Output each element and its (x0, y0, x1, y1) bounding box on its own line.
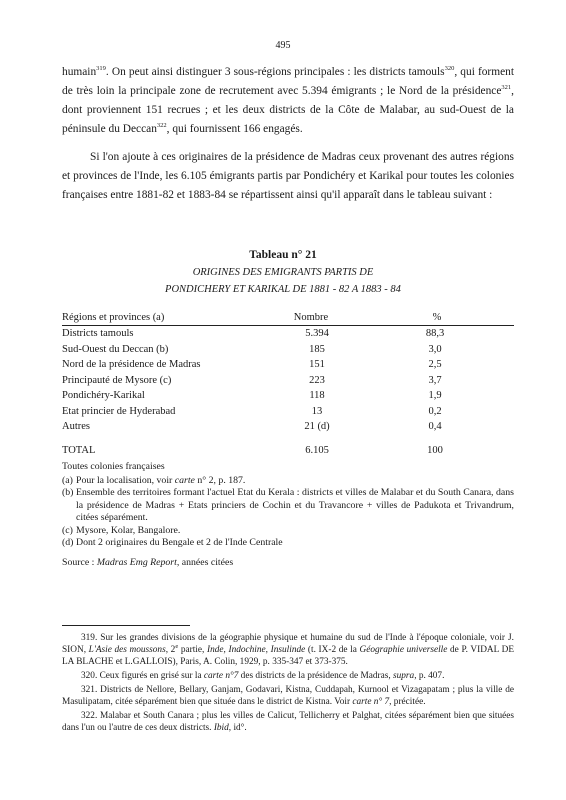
cell-count: 151 (309, 359, 325, 370)
source-label: Source : (62, 557, 97, 568)
cell-region: Pondichéry-Karikal (62, 390, 145, 401)
cell-percent: 3,7 (428, 374, 442, 386)
cell-total-percent: 100 (427, 444, 443, 456)
table-spacer (62, 435, 514, 443)
cell-count: 118 (309, 390, 325, 401)
footnote-italic: Géographie universelle (359, 645, 448, 656)
table-row (62, 373, 514, 389)
cell-region: Districts tamouls (62, 328, 134, 339)
table-total-row (62, 443, 514, 459)
table-row (62, 342, 514, 358)
cell-count: 5.394 (305, 328, 329, 339)
cell-percent: 0,4 (428, 421, 442, 432)
source-title: Madras Emg Report (96, 557, 177, 568)
footnote-text: , précitée. (389, 697, 426, 708)
table-header-row (62, 311, 514, 326)
footnote-ref[interactable]: 319 (96, 65, 106, 73)
table-row (62, 419, 514, 435)
cell-count: 21 (d) (304, 421, 330, 432)
origins-table (62, 311, 514, 458)
footnote-text: 321. Districts de Nellore, Bellary, Ganjam, Godavari, Kistna, Cuddapah, Kurnool et Vizagapatam ; plus la ville de Masulipatam, citée séparément bien que située dans le district de Kistna. Voir (62, 684, 514, 708)
footnotes (62, 632, 514, 736)
footnote-ref[interactable]: 320 (444, 65, 455, 73)
table-note (62, 475, 514, 487)
text-segment: , qui forment de très loin la principale zone de recrutement avec 5.394 émigrants ; le Nord de la présidence (62, 66, 515, 97)
cell-percent: 3,0 (428, 343, 442, 355)
cell-region: Principauté de Mysore (c) (62, 374, 172, 386)
table-note (62, 525, 514, 537)
table-note (62, 487, 514, 524)
text-segment: , qui fournissent 166 engagés. (166, 123, 303, 135)
footnote-italic: L'Asie des moussons (88, 645, 166, 656)
footnote-text: , p. 407. (414, 671, 445, 682)
text-segment: humain (62, 66, 97, 78)
cell-total-label: TOTAL (62, 444, 96, 456)
source-rest: , années citées (176, 557, 234, 568)
cell-count: 13 (311, 405, 323, 417)
note-text: n° 2, p. 187. (194, 475, 246, 486)
table-note (62, 537, 514, 549)
cell-region: Sud-Ouest du Deccan (b) (62, 343, 169, 355)
note-text: Pour la localisation, voir (76, 475, 175, 486)
note-text-italic: carte (174, 475, 195, 486)
footnote-italic: supra (393, 671, 415, 682)
cell-region: Autres (62, 421, 90, 432)
cell-count: 185 (309, 343, 325, 355)
footnote-italic: Inde, Indochine, Insulinde (207, 645, 306, 656)
footnote-text: 322. Malabar et South Canara ; plus les villes de Calicut, Tellicherry et Palghat, citées séparément bien que situées dans l'un ou l'autre de ces deux districts. (62, 710, 514, 733)
cell-total-count: 6.105 (305, 444, 329, 456)
footnote-italic: carte n°7 (203, 671, 239, 682)
table-row (62, 388, 514, 404)
footnote-italic: carte n° 7 (352, 697, 390, 708)
footnote-320 (62, 670, 514, 682)
cell-count: 223 (309, 374, 325, 386)
table-row (62, 326, 514, 342)
header-count: Nombre (293, 312, 329, 323)
footnote-text: , id°. (228, 722, 247, 733)
header-region: Régions et provinces (a) (62, 312, 165, 323)
note-text: Ensemble des territoires formant l'actuel Etat du Kerala : districts et villes de Malabar et du South Canara, dans la présidence de Madras + Etats princiers de Cochin et du Travancore + villes de Padukota et Trivandrum, citées séparément. (76, 487, 514, 524)
paragraph-1 (62, 63, 514, 139)
footnote-text: 319. Sur les grandes divisions de la géographie physique et humaine du sud de l'Inde à l'époque coloniale, voir J. SION, (62, 633, 514, 656)
footnote-text: des districts de la présidence de Madras, (238, 671, 393, 682)
footnote-ref[interactable]: 322 (156, 122, 167, 130)
table-subtitle-line-1: ORIGINES DES EMIGRANTS PARTIS DE (192, 267, 374, 278)
cell-region: Nord de la présidence de Madras (62, 359, 201, 370)
cell-region: Etat princier de Hyderabad (62, 405, 176, 417)
table-title: Tableau n° 21 (249, 249, 317, 261)
footnote-ref[interactable]: 321 (501, 84, 512, 92)
note-text: Dont 2 originaires du Bengale et 2 de l'Inde Centrale (76, 537, 283, 549)
note-mark: (d) (62, 537, 74, 549)
table-row (62, 404, 514, 420)
note-mark: (b) (62, 487, 74, 499)
header-percent: % (432, 312, 442, 323)
ordinal-superscript: e (175, 643, 179, 651)
table-subtitle-line-2: PONDICHERY ET KARIKAL DE 1881 - 82 A 1883 - 84 (165, 284, 401, 295)
footnote-319 (62, 632, 514, 669)
text-segment: . On peut ainsi distinguer 3 sous-régions principales : les districts tamouls (105, 66, 445, 78)
footnote-divider (62, 625, 190, 626)
footnote-text: (t. IX-2 de la (305, 645, 360, 656)
cell-percent: 1,9 (428, 390, 442, 401)
footnote-322 (62, 710, 514, 734)
footnote-text: partie, (178, 645, 207, 656)
table-source (62, 557, 233, 568)
note-mark: (c) (62, 524, 73, 536)
footnote-321 (62, 684, 514, 708)
cell-percent: 2,5 (428, 359, 442, 370)
note-text: Mysore, Kolar, Bangalore. (76, 524, 181, 536)
footnote-italic: Ibid (213, 722, 229, 733)
text-segment: , dont proviennent 151 recrues ; et les deux districts de la Côte de Malabar, au sud-Ouest de la péninsule du Deccan (62, 85, 514, 135)
table-caption: Toutes colonies françaises (62, 461, 165, 472)
cell-percent: 0,2 (428, 405, 442, 417)
paragraph-2: Si l'on ajoute à ces originaires de la présidence de Madras ceux provenant des autres régions et provinces de l'Inde, les 6.105 émigrants partis par Pondichéry et Karikal pour toutes les colonies françaises entre 1881-82 et 1883-84 se répartissent ainsi qu'il apparaît dans le tableau suivant : (62, 151, 514, 201)
note-mark: (a) (62, 475, 73, 486)
table-notes (62, 475, 514, 549)
footnote-text: , 2 (165, 645, 176, 656)
page-number: 495 (275, 40, 291, 51)
table-row (62, 357, 514, 373)
cell-percent: 88,3 (425, 328, 445, 339)
footnote-text: de P. VIDAL DE LA BLACHE et L.GALLOIS), Paris, A. Colin, 1929, p. 335-347 et 373-375. (62, 645, 515, 668)
footnote-text: 320. Ceux figurés en grisé sur la (81, 671, 204, 682)
